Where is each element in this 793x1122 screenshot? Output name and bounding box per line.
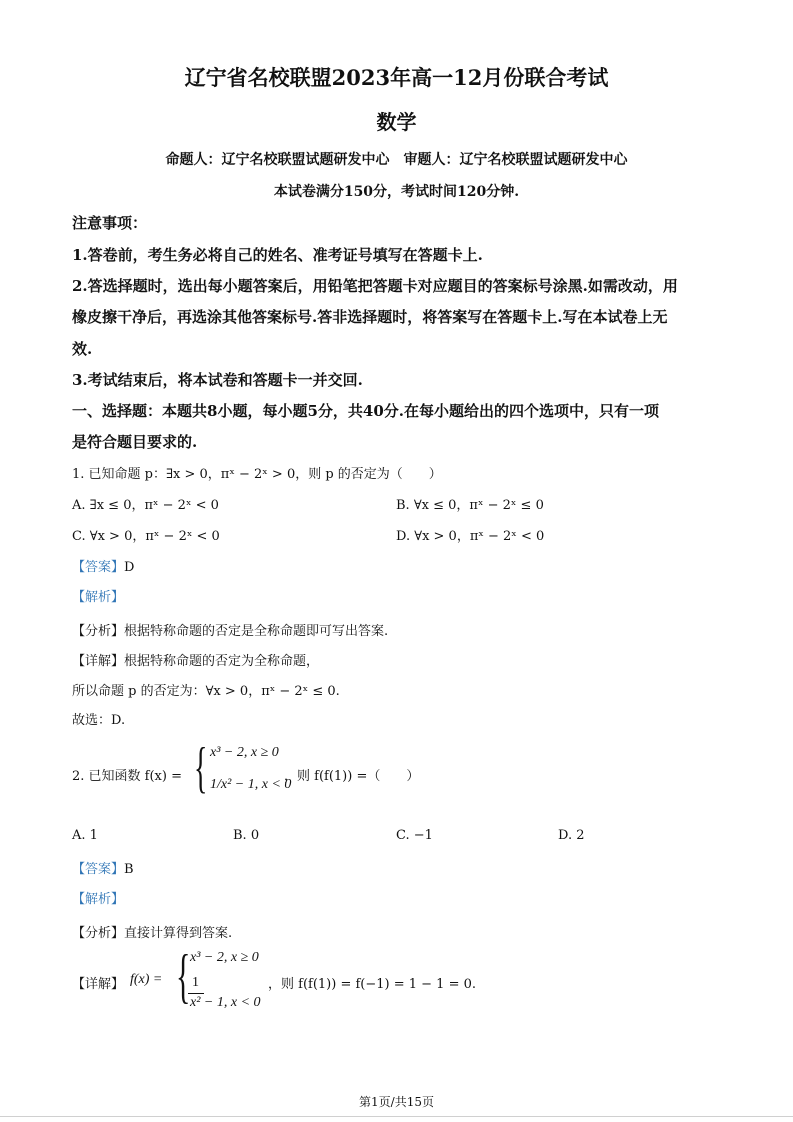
q1-answer: D bbox=[124, 560, 135, 575]
q2-piece-1: x³ − 2, x ≥ 0 bbox=[210, 745, 279, 760]
q1-answer-line bbox=[72, 556, 134, 575]
q2-fraction-bar bbox=[188, 993, 204, 994]
q1-fenxi-line bbox=[72, 620, 388, 639]
q1-fenxi-tag: 【分析】 bbox=[72, 624, 125, 639]
exam-title: 辽宁省名校联盟2023年高一12月份联合考试 bbox=[184, 65, 609, 90]
notes-heading: 注意事项： bbox=[72, 214, 148, 232]
q2-xiangjie-piece-1: x³ − 2, x ≥ 0 bbox=[190, 950, 259, 965]
note-item-3: 3.考试结束后，将本试卷和答题卡一并交回. bbox=[72, 371, 363, 389]
q2-option-b: B. 0 bbox=[233, 828, 260, 843]
q1-choose: 故选：D. bbox=[72, 713, 126, 728]
q1-xiangjie-line bbox=[72, 650, 319, 669]
q1-option-b: B. ∀x ≤ 0，πˣ − 2ˣ ≤ 0 bbox=[396, 498, 544, 513]
q1-analysis-tag: 【解析】 bbox=[72, 590, 125, 605]
q2-answer: B bbox=[124, 862, 134, 877]
q2-xiangjie-prefix: f(x) = bbox=[130, 972, 163, 987]
section-1-line-2: 是符合题目要求的. bbox=[72, 433, 198, 451]
q2-piece-2: 1/x² − 1, x < 0 bbox=[210, 777, 292, 792]
q2-option-d: D. 2 bbox=[558, 828, 585, 843]
q2-xiangjie-result: ，则 f(f(1)) = f(−1) = 1 − 1 = 0. bbox=[268, 977, 477, 992]
q2-xiangjie-tag: 【详解】 bbox=[72, 977, 125, 992]
q1-stem: 1. 已知命题 p：∃x > 0，πˣ − 2ˣ > 0，则 p 的否定为（ ） bbox=[72, 467, 442, 482]
q1-option-d: D. ∀x > 0，πˣ − 2ˣ < 0 bbox=[396, 529, 545, 544]
q2-analysis-tag: 【解析】 bbox=[72, 892, 125, 907]
q2-fenxi-tag: 【分析】 bbox=[72, 926, 125, 941]
section-1-line-1: 一、选择题：本题共8小题，每小题5分，共40分.在每小题给出的四个选项中，只有一项 bbox=[72, 402, 659, 420]
q2-xiangjie-piece-2-rest: x² − 1, x < 0 bbox=[190, 995, 261, 1010]
score-time-line: 本试卷满分150分，考试时间120分钟. bbox=[273, 184, 520, 200]
q2-option-c: C. −1 bbox=[396, 828, 433, 843]
note-item-1: 1.答卷前，考生务必将自己的姓名、准考证号填写在答题卡上. bbox=[72, 246, 483, 264]
q2-brace: { bbox=[194, 737, 208, 799]
q1-xiangjie: 根据特称命题的否定为全称命题， bbox=[124, 654, 320, 669]
q2-stem-prefix: 2. 已知函数 f(x) = bbox=[72, 769, 182, 784]
q1-xiangjie-tag: 【详解】 bbox=[72, 654, 125, 669]
q2-answer-line bbox=[72, 858, 134, 877]
q1-so-line: 所以命题 p 的否定为：∀x > 0，πˣ − 2ˣ ≤ 0. bbox=[72, 684, 340, 699]
q1-answer-tag: 【答案】 bbox=[72, 560, 125, 575]
footer-divider bbox=[0, 1116, 793, 1117]
q2-fenxi: 直接计算得到答案. bbox=[124, 926, 233, 941]
note-item-2-line-1: 2.答选择题时，选出每小题答案后，用铅笔把答题卡对应题目的答案标号涂黑.如需改动，用 bbox=[72, 277, 678, 295]
authors-line: 命题人：辽宁名校联盟试题研发中心 审题人：辽宁名校联盟试题研发中心 bbox=[165, 152, 628, 168]
q1-option-c: C. ∀x > 0，πˣ − 2ˣ < 0 bbox=[72, 529, 220, 544]
q1-fenxi: 根据特称命题的否定是全称命题即可写出答案. bbox=[124, 624, 389, 639]
q2-option-a: A. 1 bbox=[72, 828, 98, 843]
q2-stem-suffix: ，则 f(f(1)) =（ ） bbox=[284, 769, 420, 784]
q2-xiangjie-piece-2-num: 1 bbox=[192, 975, 199, 990]
page-number: 第1页/共15页 bbox=[359, 1095, 434, 1109]
q2-answer-tag: 【答案】 bbox=[72, 862, 125, 877]
note-item-2-line-3: 效. bbox=[72, 340, 93, 358]
note-item-2-line-2: 橡皮擦干净后，再选涂其他答案标号.答非选择题时，将答案写在答题卡上.写在本试卷上无 bbox=[72, 308, 668, 326]
subject-title: 数学 bbox=[376, 110, 417, 134]
q2-fenxi-line bbox=[72, 922, 232, 941]
q2-xiangjie-brace: { bbox=[176, 943, 191, 1009]
q1-option-a: A. ∃x ≤ 0，πˣ − 2ˣ < 0 bbox=[72, 498, 219, 513]
